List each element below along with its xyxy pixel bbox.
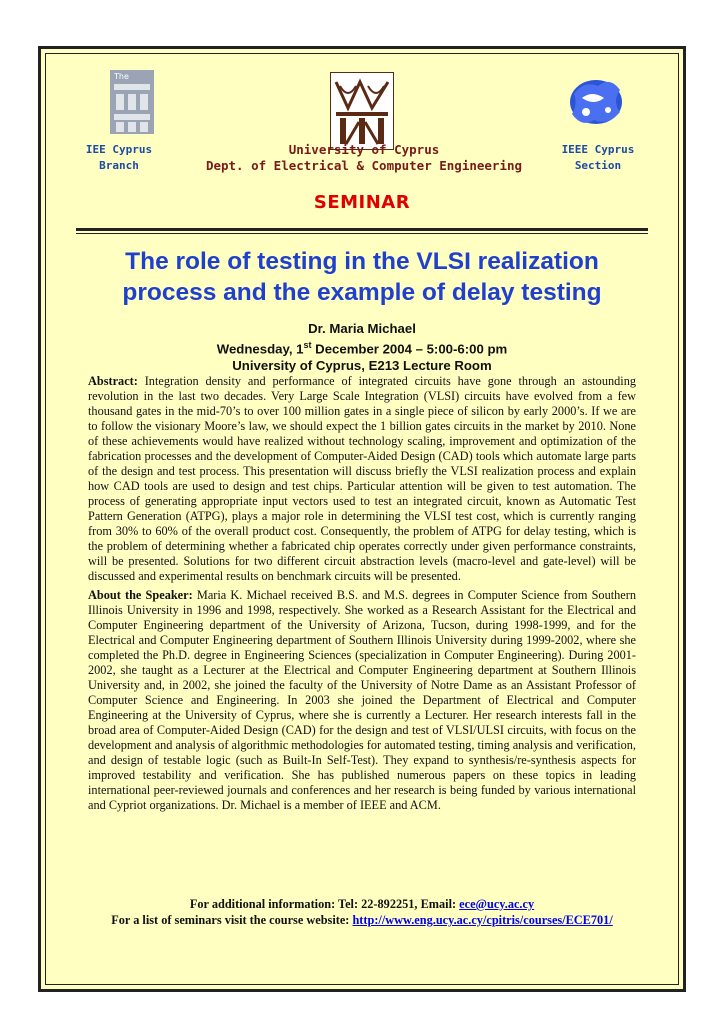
about-text: Maria K. Michael received B.S. and M.S. degrees in Computer Science from Southern Illinois University in 1996 and 1998, respectively. She worked as a Research Assistant for the Electrical and Computer Engineering department of the University of Arizona, Tucson, during 1998-1999, and for the Electrical and Computer Engineering department of Southern Illinois University during 1999-2002, where she completed the Ph.D. degree in Engineering Sciences (specialization in Computer Engineering). During 2001-2002, she taught as a Lecturer at the Electrical and Computer Engineering department at Southern Illinois University and, in 2002, she joined the faculty of the University of Notre Dame as an Assistant Professor of Computer Science and Engineering. In 2003 she joined the Department of Electrical and Computer Engineering at the University of Cyprus, where she is currently a Lecturer. Her research interests fall in the broad area of Computer-Aided Design (CAD) for the design and test of VLSI/ULSI circuits, with focus on the development and analysis of algorithmic methodologies for automated testing, timing analysis and verification, and design of testable logic (such as Built-In Self-Test). They expand to synthesis/re-synthesis aspects for improved testability and verification. She has published numerous papers on these topics in leading international peer-reviewed journals and conferences and her research is being funded by various international and Cypriot organizations. Dr. Michael is a member of IEEE and ACM. xyxy=(88,588,636,812)
iee-cyprus-branch-label xyxy=(74,142,164,174)
footer-info-line xyxy=(48,896,676,912)
iee-label-line1: IEE Cyprus xyxy=(85,143,153,156)
ieee-label-line1: IEEE Cyprus xyxy=(561,143,635,156)
speaker-name: Dr. Maria Michael xyxy=(308,321,416,336)
date-prefix: Wednesday, 1 xyxy=(216,341,304,357)
about-speaker-paragraph xyxy=(88,588,636,813)
ieee-label-line2: Section xyxy=(574,159,622,172)
abstract-label: Abstract: xyxy=(88,374,138,388)
speaker-info xyxy=(48,320,676,374)
ieee-cyprus-section-label xyxy=(548,142,648,174)
abstract-paragraph xyxy=(88,374,636,584)
footer-website-line xyxy=(48,912,676,928)
seminar-heading: SEMINAR xyxy=(313,192,411,213)
flyer-content xyxy=(48,50,676,927)
seminar-location: University of Cyprus, E213 Lecture Room xyxy=(232,358,492,374)
flyer-header xyxy=(48,50,676,213)
iee-logo-icon xyxy=(110,70,154,134)
iee-label-line2: Branch xyxy=(99,159,139,172)
title-line2: process and the example of delay testing xyxy=(122,279,602,306)
footer xyxy=(48,896,676,928)
university-label xyxy=(184,142,544,174)
divider-thick xyxy=(76,228,648,231)
ieee-cyprus-logo-icon xyxy=(564,72,628,130)
website-link[interactable]: http://www.eng.ucy.ac.cy/cpitris/courses/ECE701/ xyxy=(352,913,613,927)
seminar-date xyxy=(48,337,676,357)
date-ordinal: st xyxy=(303,340,312,350)
abstract-text: Integration density and performance of integrated circuits have gone through an astounding revolution in the last two decades. Very Large Scale Integration (VLSI) circuits have evolved from a few thousand gates in the mid-70’s to over 100 million gates in a single piece of silicon by early 2000’s. If we are to follow the visionary Moore’s law, we should expect the 1 billion gates circuits in the market by 2010. None of these achievements would have realized without technology scaling, improvement and optimization of the fabrication processes and the development of Computer-Aided Design (CAD) tools which automate large parts of the design and test process. This presentation will discuss briefly the VLSI realization process and explain how CAD tools are used to design and test chips. Particular attention will be given to test automation. The process of generating appropriate input vectors used to test an integrated circuit, known as Automatic Test Pattern Generation (ATPG), plays a major role in determining the VLSI test cost, which is currently ranging from 30% to 60% of the overall product cost. Consequently, the problem of ATPG for delay testing, which is the problem of determining whether a fabricated chip operates correctly under given performance constraints, will be presented. Solutions for two different circuit abstraction levels (macro-level and gate-level) will be discussed and experimental results on benchmark circuits will be presented. xyxy=(88,374,636,583)
email-link[interactable]: ece@ucy.ac.cy xyxy=(459,897,535,911)
university-of-cyprus-logo-icon xyxy=(330,72,394,150)
date-suffix: December 2004 – 5:00-6:00 pm xyxy=(311,341,508,357)
website-prefix: For a list of seminars visit the course website: xyxy=(111,913,353,927)
about-label: About the Speaker: xyxy=(88,588,193,602)
iee-logo-text: The xyxy=(114,72,129,81)
department-name: Dept. of Electrical & Computer Engineering xyxy=(205,158,523,173)
university-name: University of Cyprus xyxy=(288,142,440,157)
title-line1: The role of testing in the VLSI realization xyxy=(125,248,599,275)
seminar-title xyxy=(48,246,676,308)
info-prefix: For additional information: Tel: 22-892251, Email: xyxy=(189,897,460,911)
divider-thin xyxy=(76,233,648,234)
